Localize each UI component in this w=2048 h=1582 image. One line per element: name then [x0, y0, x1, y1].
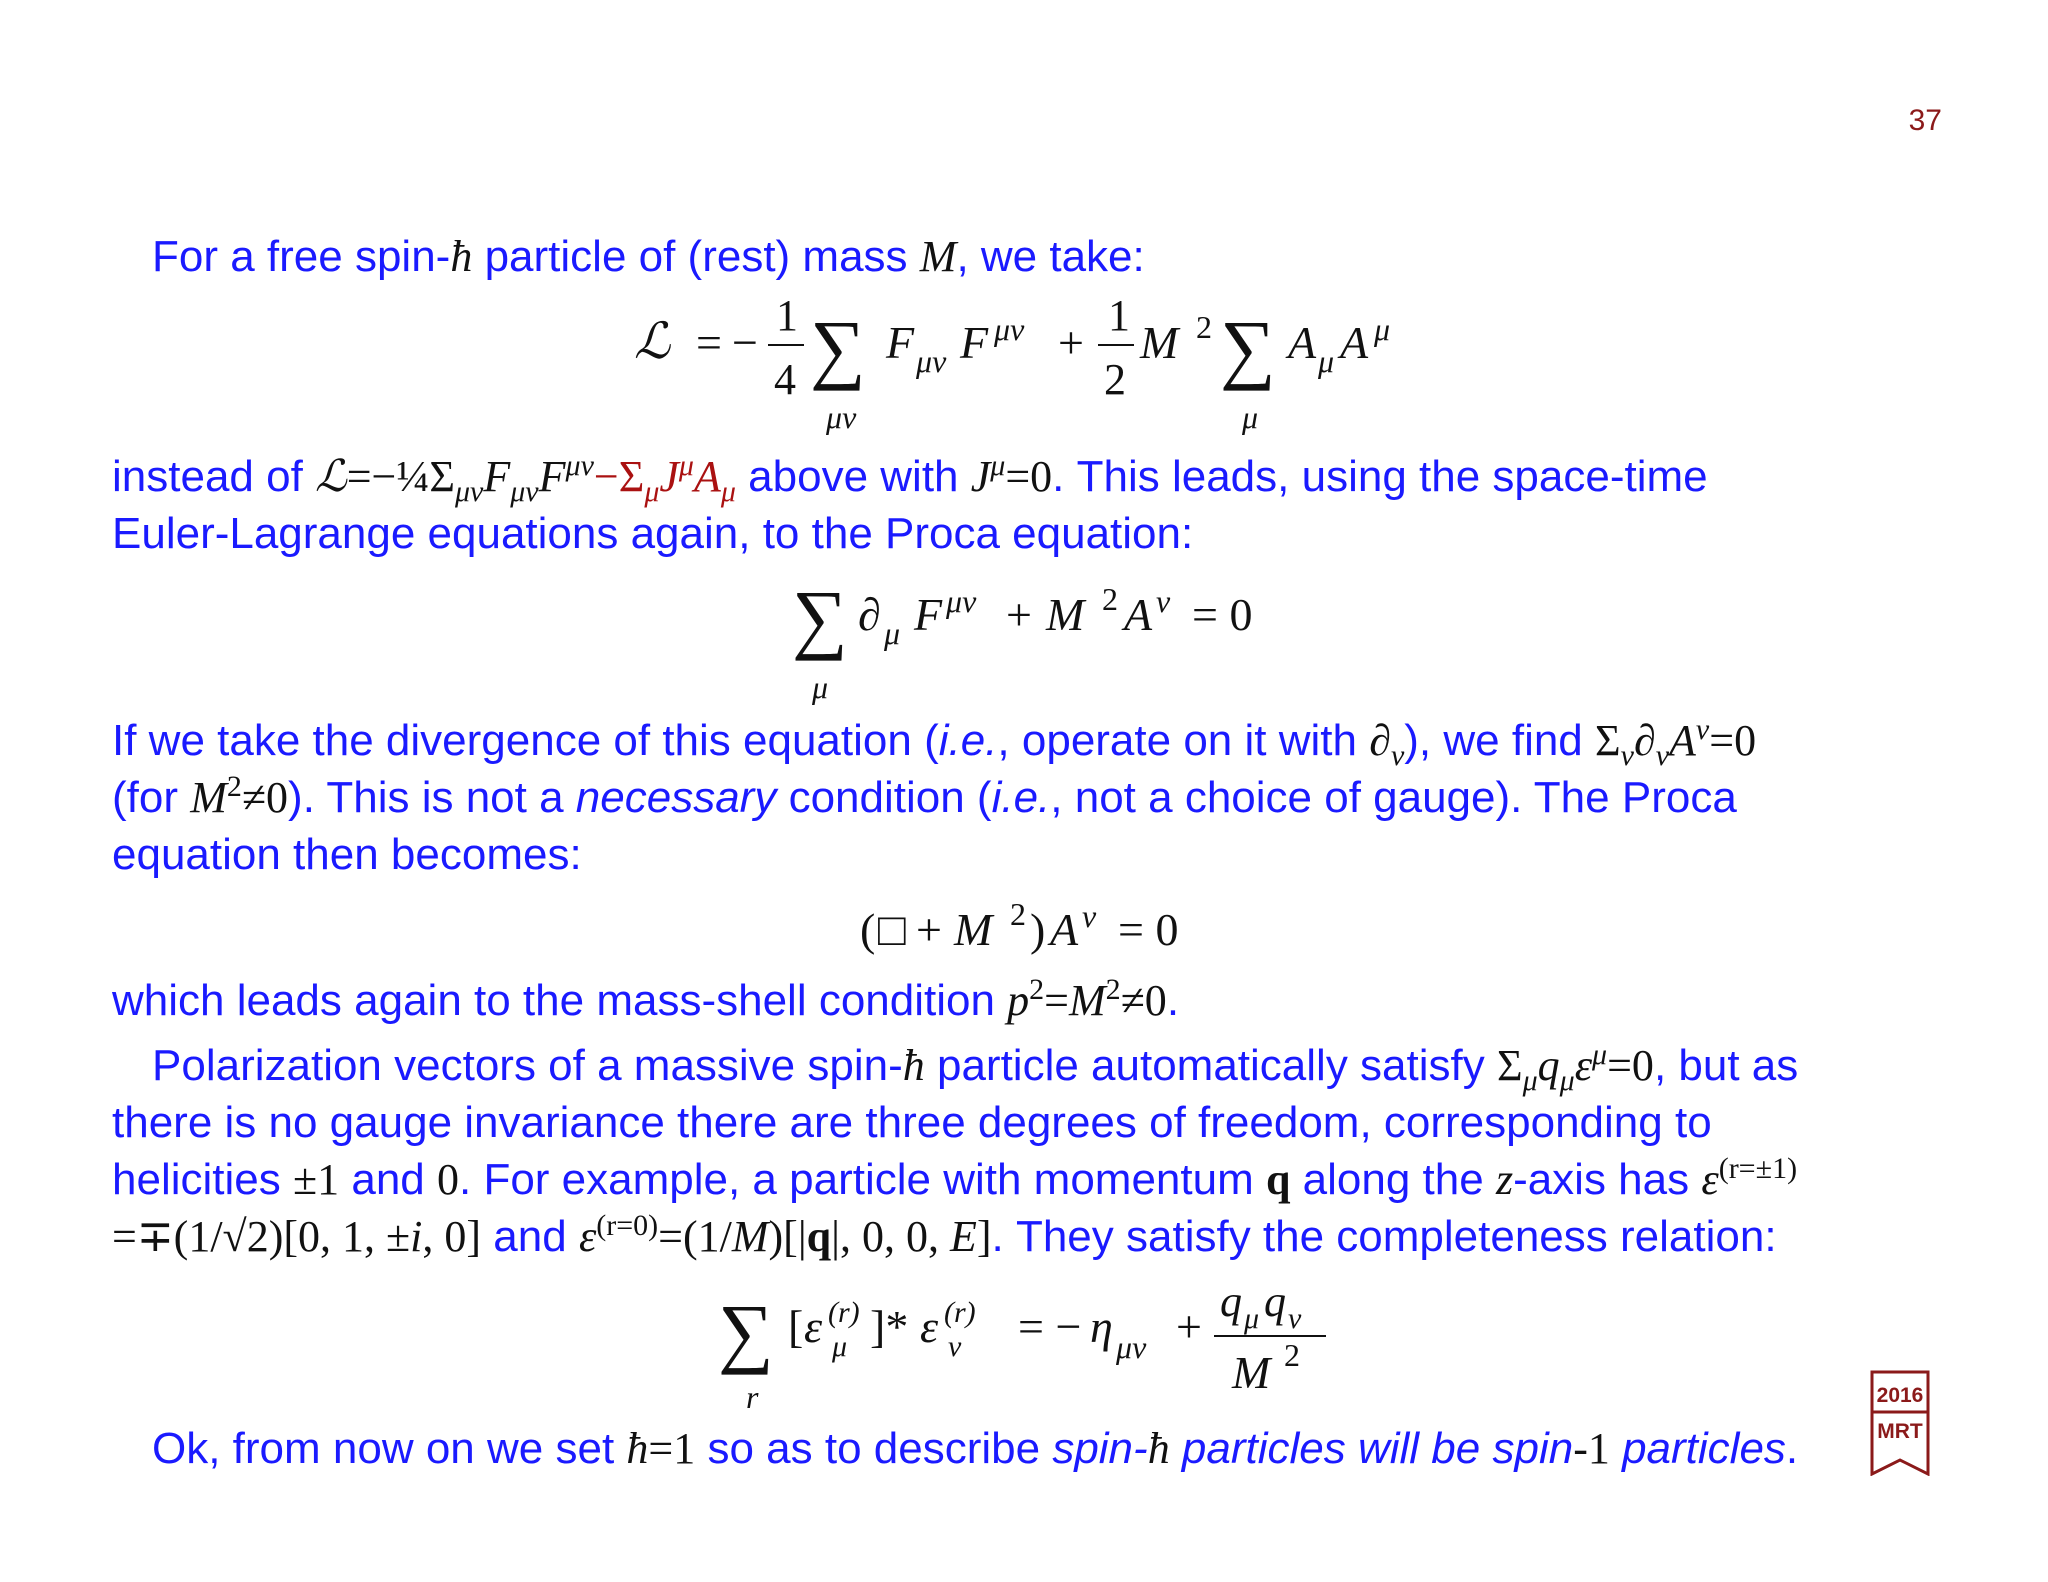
text: For a free spin-	[152, 232, 451, 281]
energy-E: E	[949, 1212, 977, 1261]
divergence-line-2	[112, 769, 1737, 826]
index: μ	[1522, 1064, 1538, 1097]
index: μ	[884, 615, 901, 651]
text: particle automatically satisfy	[924, 1041, 1497, 1090]
momentum-q: q	[1220, 1277, 1242, 1326]
index: μ	[1374, 311, 1391, 347]
sigma: Σ	[1595, 716, 1621, 765]
imaginary-i: i	[410, 1212, 423, 1261]
exponent: 2	[1105, 973, 1121, 1006]
text: helicities	[112, 1155, 293, 1204]
fraction-numerator: 1	[776, 291, 798, 340]
math: =1	[648, 1424, 696, 1473]
index: ν	[948, 1330, 962, 1363]
dalembertian: □	[878, 904, 906, 955]
bracket: [	[788, 1301, 804, 1352]
plus: +	[1058, 317, 1084, 368]
mass-symbol: M	[919, 232, 957, 281]
mass-shell-line	[112, 972, 1179, 1029]
equals-zero: = 0	[1118, 904, 1179, 955]
math: =0	[1005, 452, 1053, 501]
text: instead of	[112, 452, 316, 501]
momentum-vector-q: q	[806, 1212, 832, 1261]
index: ν	[1390, 739, 1405, 772]
math: =−¼Σ	[346, 452, 455, 501]
math: )[|	[768, 1212, 807, 1261]
page-number: 37	[1908, 104, 1942, 137]
index: μν	[454, 475, 484, 508]
lagrangian-symbol: ℒ	[634, 313, 671, 369]
equation-lagrangian	[620, 290, 1420, 440]
plus: +	[1176, 1301, 1202, 1352]
text: spin-	[1052, 1424, 1148, 1473]
text: and	[481, 1212, 579, 1261]
index: (r=0)	[596, 1209, 659, 1242]
index: ν	[1082, 898, 1097, 934]
polarization-line-4	[112, 1208, 1777, 1265]
index: ν	[1156, 583, 1171, 619]
z-axis: z	[1495, 1155, 1514, 1204]
field-F: F	[914, 589, 943, 640]
text: . This leads, using the space-time	[1052, 452, 1708, 501]
bracket-conjugate: ]*	[870, 1301, 909, 1352]
fraction-denominator: 4	[774, 355, 796, 404]
text: so as to describe	[695, 1424, 1053, 1473]
momentum-q: q	[1264, 1277, 1286, 1326]
hbar-symbol: ħ	[626, 1424, 649, 1473]
index: (r)	[944, 1296, 976, 1329]
euler-line: Euler-Lagrange equations again, to the Proca equation:	[112, 509, 1194, 558]
momentum-vector-q: q	[1265, 1155, 1291, 1204]
text: and	[339, 1155, 437, 1204]
divergence-line-1	[112, 712, 1757, 772]
text: . They satisfy the completeness relation:	[991, 1212, 1777, 1261]
text: . For example, a particle with momentum	[459, 1155, 1266, 1204]
fraction-numerator: 1	[1108, 291, 1130, 340]
epsilon: ε	[804, 1301, 823, 1352]
index: ν	[1655, 739, 1670, 772]
equals: =	[696, 317, 722, 368]
epsilon: ε	[1701, 1155, 1719, 1204]
math: ±1	[292, 1155, 340, 1204]
lagrangian-symbol: ℒ	[315, 452, 347, 501]
epsilon: ε	[578, 1212, 597, 1261]
exponent: 2	[1010, 896, 1026, 932]
text: above with	[735, 452, 971, 501]
index: μ	[678, 449, 694, 482]
text: .	[1166, 976, 1180, 1025]
text: ), we find	[1404, 716, 1596, 765]
current-J: J	[659, 452, 679, 501]
epsilon: ε	[920, 1301, 939, 1352]
index: μν	[916, 343, 947, 379]
field-F: F	[483, 452, 511, 501]
mass-M: M	[1232, 1347, 1271, 1398]
text: Ok, from now on we set	[152, 1424, 627, 1473]
mass-M: M	[190, 773, 227, 822]
math: -1	[1573, 1424, 1610, 1473]
partial-symbol: ∂	[1633, 716, 1656, 765]
divergence-line-3: equation then becomes:	[112, 830, 582, 879]
equation-proca	[780, 580, 1300, 710]
minus: −	[732, 317, 758, 368]
mass-M: M	[954, 904, 993, 955]
text: Polarization vectors of a massive spin-	[152, 1041, 903, 1090]
mrt-badge	[1870, 1370, 1930, 1476]
polarization-line-3	[112, 1151, 1797, 1208]
hbar-symbol: ħ	[450, 232, 473, 281]
text: -axis has	[1513, 1155, 1702, 1204]
field-A: A	[1669, 716, 1696, 765]
mass-M: M	[731, 1212, 769, 1261]
equals-minus: = −	[1018, 1301, 1082, 1352]
text: particles	[1609, 1424, 1786, 1473]
text: , we take:	[956, 232, 1145, 281]
index: μ	[1244, 1302, 1260, 1335]
exponent: 2	[1284, 1337, 1300, 1373]
text: ). This is not a	[288, 773, 576, 822]
badge-year: 2016	[1876, 1384, 1924, 1407]
sum-symbol: ∑	[1220, 304, 1276, 391]
index: μν	[565, 449, 594, 482]
index: ν	[1288, 1302, 1302, 1335]
equation-completeness	[710, 1270, 1350, 1420]
index: μν	[1116, 1329, 1147, 1365]
index: μν	[994, 311, 1025, 347]
math: =0	[1607, 1041, 1654, 1090]
sum-symbol: ∑	[718, 1288, 774, 1375]
text: which leads again to the mass-shell condition	[112, 976, 1008, 1025]
sigma: Σ	[1496, 1041, 1523, 1090]
field-F: F	[960, 317, 989, 368]
sum-index: μ	[812, 669, 829, 705]
math: ≠0	[241, 773, 289, 822]
sum-index: μ	[1242, 399, 1259, 435]
text: particle of (rest) mass	[472, 232, 920, 281]
badge-initials: MRT	[1877, 1420, 1923, 1443]
sum-index: r	[746, 1379, 759, 1415]
metric-eta: η	[1090, 1301, 1113, 1352]
momentum-p: p	[1007, 976, 1030, 1025]
text: , but as	[1653, 1041, 1799, 1090]
index: (r=±1)	[1718, 1152, 1798, 1185]
epsilon: ε	[1574, 1041, 1593, 1090]
math: 0	[437, 1155, 459, 1204]
exponent: 2	[1102, 581, 1118, 617]
conclusion-line	[152, 1420, 1798, 1477]
intro-line	[152, 228, 1145, 285]
index: μ	[832, 1330, 848, 1363]
math: , 0]	[422, 1212, 482, 1261]
field-A: A	[1340, 317, 1369, 368]
hbar-symbol: ħ	[1147, 1424, 1170, 1473]
mass-M: M	[1140, 317, 1179, 368]
plus: +	[916, 904, 942, 955]
exponent: 2	[1196, 309, 1212, 345]
sum-symbol: ∑	[792, 580, 848, 661]
text: .	[1785, 1424, 1799, 1473]
sum-index: μν	[826, 399, 857, 435]
index: μ	[1559, 1064, 1575, 1097]
math: =∓(1/√2)[0, 1, ±	[112, 1212, 411, 1261]
exponent: 2	[226, 770, 242, 803]
field-A: A	[693, 452, 721, 501]
polarization-line-2: there is no gauge invariance there are three degrees of freedom, corresponding to	[112, 1098, 1712, 1147]
plus: +	[1006, 589, 1032, 640]
text: particles will be spin	[1169, 1424, 1574, 1473]
math: ≠0	[1120, 976, 1167, 1025]
text: i.e.	[991, 773, 1051, 822]
field-A: A	[1050, 904, 1079, 955]
polarization-line-1	[152, 1037, 1799, 1097]
momentum-q: q	[1537, 1041, 1560, 1090]
equation-wave	[850, 895, 1250, 975]
paren: )	[1030, 904, 1046, 955]
instead-line	[112, 448, 1708, 508]
partial-symbol: ∂	[1369, 716, 1391, 765]
hbar-symbol: ħ	[902, 1041, 925, 1090]
text: necessary	[575, 773, 777, 822]
text: , not a choice of gauge). The Proca	[1050, 773, 1737, 822]
index: μν	[510, 475, 539, 508]
field-F: F	[538, 452, 566, 501]
math: =0	[1709, 716, 1757, 765]
partial-symbol: ∂	[858, 589, 881, 640]
text: (for	[112, 773, 191, 822]
index: ν	[1620, 739, 1634, 772]
mass-M: M	[1046, 589, 1085, 640]
text: If we take the divergence of this equation (	[112, 716, 939, 765]
sum-symbol: ∑	[810, 304, 866, 391]
equals-zero: = 0	[1192, 589, 1253, 640]
text: condition (	[776, 773, 992, 822]
field-A: A	[1124, 589, 1153, 640]
exponent: 2	[1029, 973, 1045, 1006]
fraction-denominator: 2	[1104, 355, 1126, 404]
index: μ	[1592, 1038, 1608, 1071]
index: μ	[720, 475, 736, 508]
paren: (	[860, 904, 876, 955]
field-A: A	[1288, 317, 1317, 368]
index: (r)	[828, 1296, 860, 1329]
index: ν	[1695, 713, 1710, 746]
index: μ	[1318, 343, 1335, 379]
math: ]	[976, 1212, 992, 1261]
index: μ	[644, 475, 660, 508]
text: , operate on it with	[997, 716, 1370, 765]
mass-M: M	[1069, 976, 1106, 1025]
index: μν	[946, 583, 977, 619]
current-J: J	[970, 452, 991, 501]
index: μ	[990, 449, 1006, 482]
text: along the	[1290, 1155, 1496, 1204]
math: =	[1044, 976, 1069, 1025]
text: i.e.	[938, 716, 998, 765]
math: =(1/	[658, 1212, 732, 1261]
field-F: F	[886, 317, 915, 368]
current-term: −Σ	[593, 452, 645, 501]
math: |, 0, 0,	[831, 1212, 950, 1261]
